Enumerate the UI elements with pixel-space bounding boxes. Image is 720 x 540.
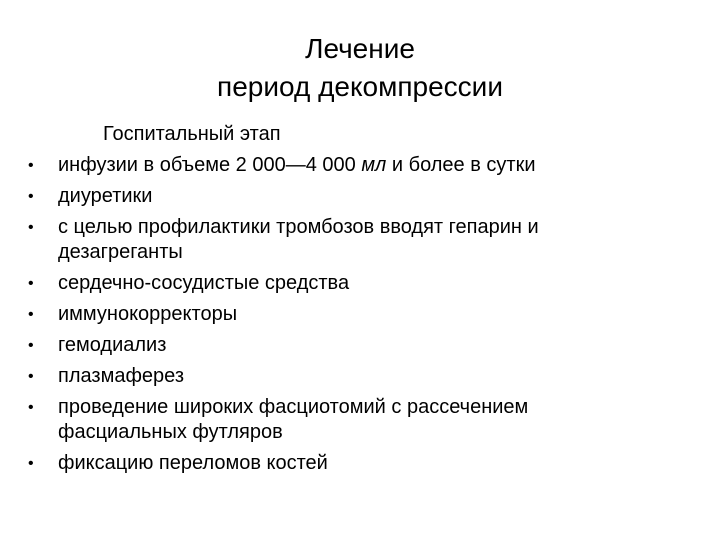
bullet-dot: • bbox=[28, 337, 34, 354]
bullet-dot: • bbox=[28, 188, 34, 205]
bullet-item-hemodialysis bbox=[28, 333, 688, 358]
bullet-dot: • bbox=[28, 219, 34, 236]
slide-title bbox=[140, 30, 580, 106]
bullet-item-infusion bbox=[28, 153, 688, 178]
bullet-dot: • bbox=[28, 157, 34, 174]
bullet-dot: • bbox=[28, 455, 34, 472]
bullet-text: гемодиализ bbox=[58, 334, 167, 356]
bullet-unit-ml: мл bbox=[361, 154, 387, 176]
bullet-text: иммунокорректоры bbox=[58, 303, 238, 325]
bullet-text-line-2: фасциальных футляров bbox=[58, 421, 283, 443]
bullet-text: фиксацию переломов костей bbox=[58, 452, 328, 474]
title-line-1: Лечение bbox=[305, 33, 415, 64]
bullet-item-fasciotomy bbox=[28, 395, 688, 445]
bullet-item-fracture-fixation bbox=[28, 451, 688, 476]
bullet-text-line-1: с целью профилактики тромбозов вводят гепарин и bbox=[58, 216, 539, 238]
bullet-item-cardio bbox=[28, 271, 688, 296]
bullet-text: инфузии в объеме 2 000—4 000 bbox=[58, 154, 362, 176]
bullet-text-end: и более в сутки bbox=[386, 154, 536, 176]
bullet-item-heparin bbox=[28, 215, 688, 265]
bullet-item-immuno bbox=[28, 302, 688, 327]
bullet-item-plasmapheresis bbox=[28, 364, 688, 389]
bullet-item-diuretics bbox=[28, 184, 688, 209]
title-line-2: период декомпрессии bbox=[217, 71, 503, 102]
bullet-dot: • bbox=[28, 306, 34, 323]
bullet-text-line-1: проведение широких фасциотомий с рассечением bbox=[58, 396, 529, 418]
bullet-dot: • bbox=[28, 368, 34, 385]
bullet-dot: • bbox=[28, 275, 34, 292]
bullet-text: диуретики bbox=[58, 185, 153, 207]
bullet-text: сердечно-сосудистые средства bbox=[58, 272, 350, 294]
bullet-text: плазмаферез bbox=[58, 365, 184, 387]
bullet-list bbox=[28, 153, 688, 482]
bullet-dot: • bbox=[28, 399, 34, 416]
bullet-text-line-2: дезагреганты bbox=[58, 241, 183, 263]
slide-subtitle: Госпитальный этап bbox=[103, 123, 281, 145]
